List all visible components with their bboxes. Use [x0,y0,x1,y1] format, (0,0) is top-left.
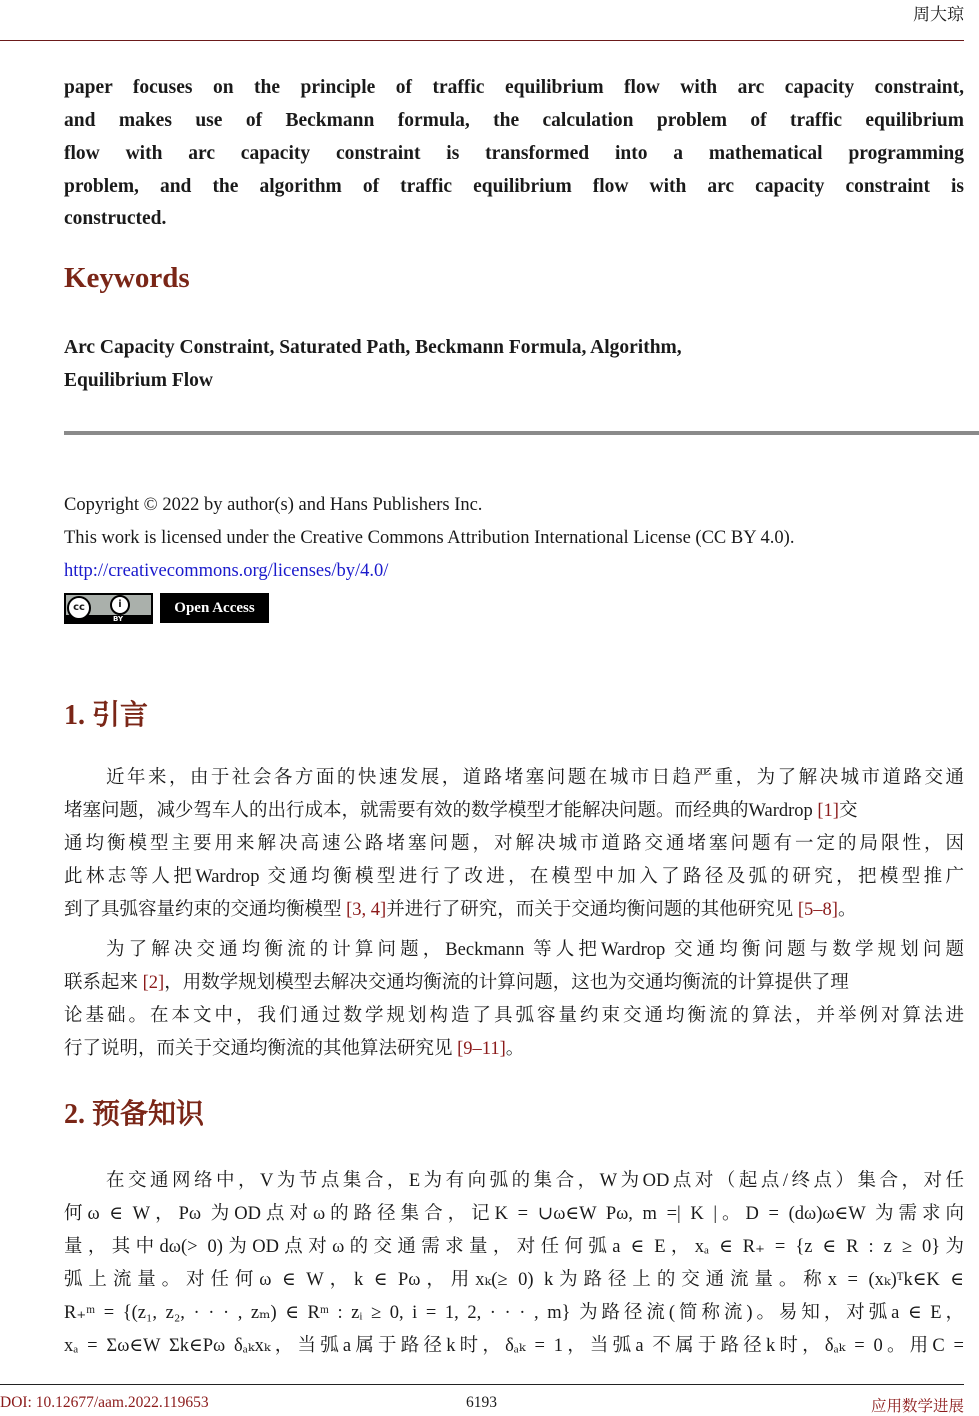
license-link[interactable]: http://creativecommons.org/licenses/by/4.0/ [64,561,389,581]
abstract-line: constructed. [64,208,167,229]
abstract-line: problem, and the algorithm of traffic equilibrium flow with arc capacity constraint is [64,176,964,197]
citation-link[interactable]: [5–8] [797,900,838,920]
paragraph-line: 论基础。在本文中，我们通过数学规划构造了具弧容量约束交通均衡流的算法，并举例对算法进 [64,1006,964,1026]
text: 并进行了研究，而关于交通均衡问题的其他研究见 [386,900,798,920]
keywords-line: Equilibrium Flow [64,370,213,391]
abstract-line: flow with arc capacity constraint is transformed into a mathematical programming [64,143,964,164]
paragraph-line: 此林志等人把Wardrop 交通均衡模型进行了改进，在模型中加入了路径及弧的研究，把模型推广 [64,867,964,887]
citation-link[interactable]: [3, 4] [346,900,387,920]
text: 堵塞问题，减少驾车人的出行成本，就需要有效的数学模型才能解决问题。而经典的Wardrop [64,801,818,821]
license-statement: This work is licensed under the Creative Commons Attribution International License (CC BY 4.0). [64,528,795,548]
paragraph-line: R₊ᵐ = {(z₁, z₂, · · · , zₘ) ∈ Rᵐ : zᵢ ≥ 0, i = 1, 2, · · · , m} 为路径流(简称流)。易知，对弧a ∈ E， [64,1303,964,1323]
paragraph-line: xₐ = Σω∈W Σk∈Pω δₐₖxₖ，当弧a属于路径k时，δₐₖ = 1，当弧a 不属于路径k时，δₐₖ = 0。用C = [64,1336,964,1356]
paragraph-line: 近年来，由于社会各方面的快速发展，道路堵塞问题在城市日趋严重，为了解决城市道路交通 [106,768,964,788]
text: 行了说明，而关于交通均衡流的其他算法研究见 [64,1039,458,1059]
text: 。 [505,1039,525,1059]
copyright-text: Copyright © 2022 by author(s) and Hans Publishers Inc. [64,495,483,515]
text: ，用数学规划模型去解决交通均衡流的计算问题，这也为交通均衡流的计算提供了理 [164,973,849,993]
paragraph-line [64,799,964,823]
footer-doi[interactable]: DOI: 10.12677/aam.2022.119653 [0,1394,209,1411]
section-2-heading: 2. 预备知识 [64,1099,205,1130]
paragraph-line: 通均衡模型主要用来解决高速公路堵塞问题，对解决城市道路交通堵塞问题有一定的局限性，因 [64,834,964,854]
citation-link[interactable]: [1] [817,801,839,821]
text: 到了具弧容量约束的交通均衡模型 [64,900,347,920]
running-header-author: 周大琼 [913,5,964,24]
paragraph-line: 何ω ∈ W，Pω 为OD点对ω的路径集合，记K = ∪ω∈W Pω, m =| K |。D = (dω)ω∈W 为需求向 [64,1204,964,1224]
text: 联系起来 [64,973,143,993]
abstract-line: and makes use of Beckmann formula, the calculation problem of traffic equilibrium [64,110,964,131]
keywords-line: Arc Capacity Constraint, Saturated Path, Beckmann Formula, Algorithm, [64,337,682,358]
open-access-badge[interactable]: Open Access [160,593,269,623]
text: 交 [838,801,858,821]
text-segment [64,799,857,823]
text: 。 [837,900,857,920]
paragraph-line: 量，其中dω(> 0)为OD点对ω的交通需求量，对任何弧a ∈ E，xₐ ∈ R₊ = {z ∈ R : z ≥ 0}为 [64,1237,964,1257]
citation-link[interactable]: [9–11] [457,1039,506,1059]
section-1-heading: 1. 引言 [64,700,149,731]
paragraph-line [64,971,964,995]
cc-by-badge[interactable] [64,593,153,624]
keywords-heading: Keywords [64,262,190,294]
header-rule [0,40,964,41]
paragraph-line [64,1037,964,1061]
attribution-person-icon: i [110,595,130,615]
paragraph-line: 在交通网络中，V为节点集合，E为有向弧的集合，W为OD点对（起点/终点）集合，对任 [106,1171,964,1191]
footer-page-number: 6193 [466,1394,497,1411]
citation-link[interactable]: [2] [142,973,165,993]
paragraph-line [64,898,964,922]
abstract-line: paper focuses on the principle of traffic equilibrium flow with arc capacity constraint, [64,77,964,98]
footer-rule [0,1384,964,1385]
paragraph-line: 弧上流量。对任何ω ∈ W，k ∈ Pω，用xₖ(≥ 0) k为路径上的交通流量。称x = (xₖ)ᵀk∈K ∈ [64,1270,964,1290]
by-label: BY [113,615,124,623]
cc-icon: cc [67,596,91,620]
section-divider [64,431,979,435]
paragraph-line: 为了解决交通均衡流的计算问题，Beckmann 等人把Wardrop 交通均衡问题与数学规划问题 [106,940,964,960]
footer-journal: 应用数学进展 [870,1398,964,1415]
